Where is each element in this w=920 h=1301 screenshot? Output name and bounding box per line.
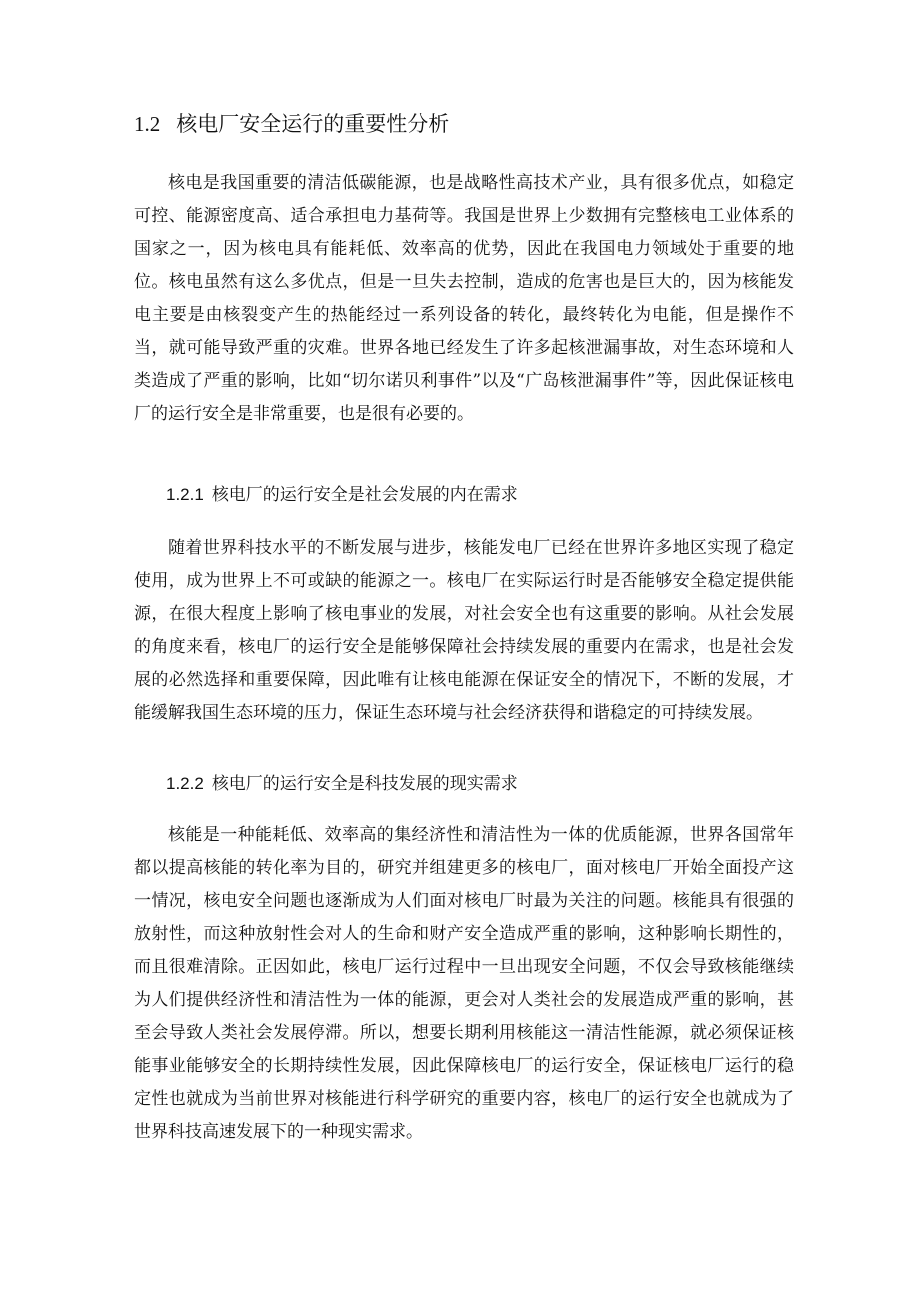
- subsection-1-paragraph: 随着世界科技水平的不断发展与进步，核能发电厂已经在世界许多地区实现了稳定使用，成为世界上不可或缺的能源之一。核电厂在实际运行时是否能够安全稳定提供能源，在很大程度上影响了核电事业的发展，对社会安全也有这重要的影响。从社会发展的角度来看，核电厂的运行安全是能够保障社会持续发展的重要内在需求，也是社会发展的必然选择和重要保障，因此唯有让核电能源在保证安全的情况下，不断的发展，才能缓解我国生态环境的压力，保证生态环境与社会经济获得和谐稳定的可持续发展。: [134, 538, 794, 723]
- section-heading: [134, 110, 449, 138]
- section-number: 1.2: [134, 112, 161, 136]
- subsection-title-2: 核电厂的运行安全是科技发展的现实需求: [211, 774, 518, 794]
- subsection-heading-1: [166, 483, 518, 507]
- section-title-text: 核电厂安全运行的重要性分析: [176, 112, 450, 136]
- subsection-heading-2: [166, 772, 518, 796]
- subsection-number-2: 1.2.2: [166, 774, 204, 793]
- intro-paragraph: 核电是我国重要的清洁低碳能源，也是战略性高技术产业，具有很多优点，如稳定可控、能源密度高、适合承担电力基荷等。我国是世界上少数拥有完整核电工业体系的国家之一，因为核电具有能耗低、效率高的优势，因此在我国电力领域处于重要的地位。核电虽然有这么多优点，但是一旦失去控制，造成的危害也是巨大的，因为核能发电主要是由核裂变产生的热能经过一系列设备的转化，最终转化为电能，但是操作不当，就可能导致严重的灾难。世界各地已经发生了许多起核泄漏事故，对生态环境和人类造成了严重的影响，比如“切尔诺贝利事件”以及“广岛核泄漏事件”等，因此保证核电厂的运行安全是非常重要，也是很有必要的。: [134, 173, 794, 424]
- subsection-title-1: 核电厂的运行安全是社会发展的内在需求: [211, 485, 518, 505]
- subsection-2-paragraph: 核能是一种能耗低、效率高的集经济性和清洁性为一体的优质能源，世界各国常年都以提高核能的转化率为目的，研究并组建更多的核电厂，面对核电厂开始全面投产这一情况，核电安全问题也逐渐成为人们面对核电厂时最为关注的问题。核能具有很强的放射性，而这种放射性会对人的生命和财产安全造成严重的影响，这种影响长期性的，而且很难清除。正因如此，核电厂运行过程中一旦出现安全问题，不仅会导致核能继续为人们提供经济性和清洁性为一体的能源，更会对人类社会的发展造成严重的影响，甚至会导致人类社会发展停滞。所以，想要长期利用核能这一清洁性能源，就必须保证核能事业能够安全的长期持续性发展，因此保障核电厂的运行安全，保证核电厂运行的稳定性也就成为当前世界对核能进行科学研究的重要内容，核电厂的运行安全也就成为了世界科技高速发展下的一种现实需求。: [134, 825, 794, 1142]
- subsection-number-1: 1.2.1: [166, 485, 204, 504]
